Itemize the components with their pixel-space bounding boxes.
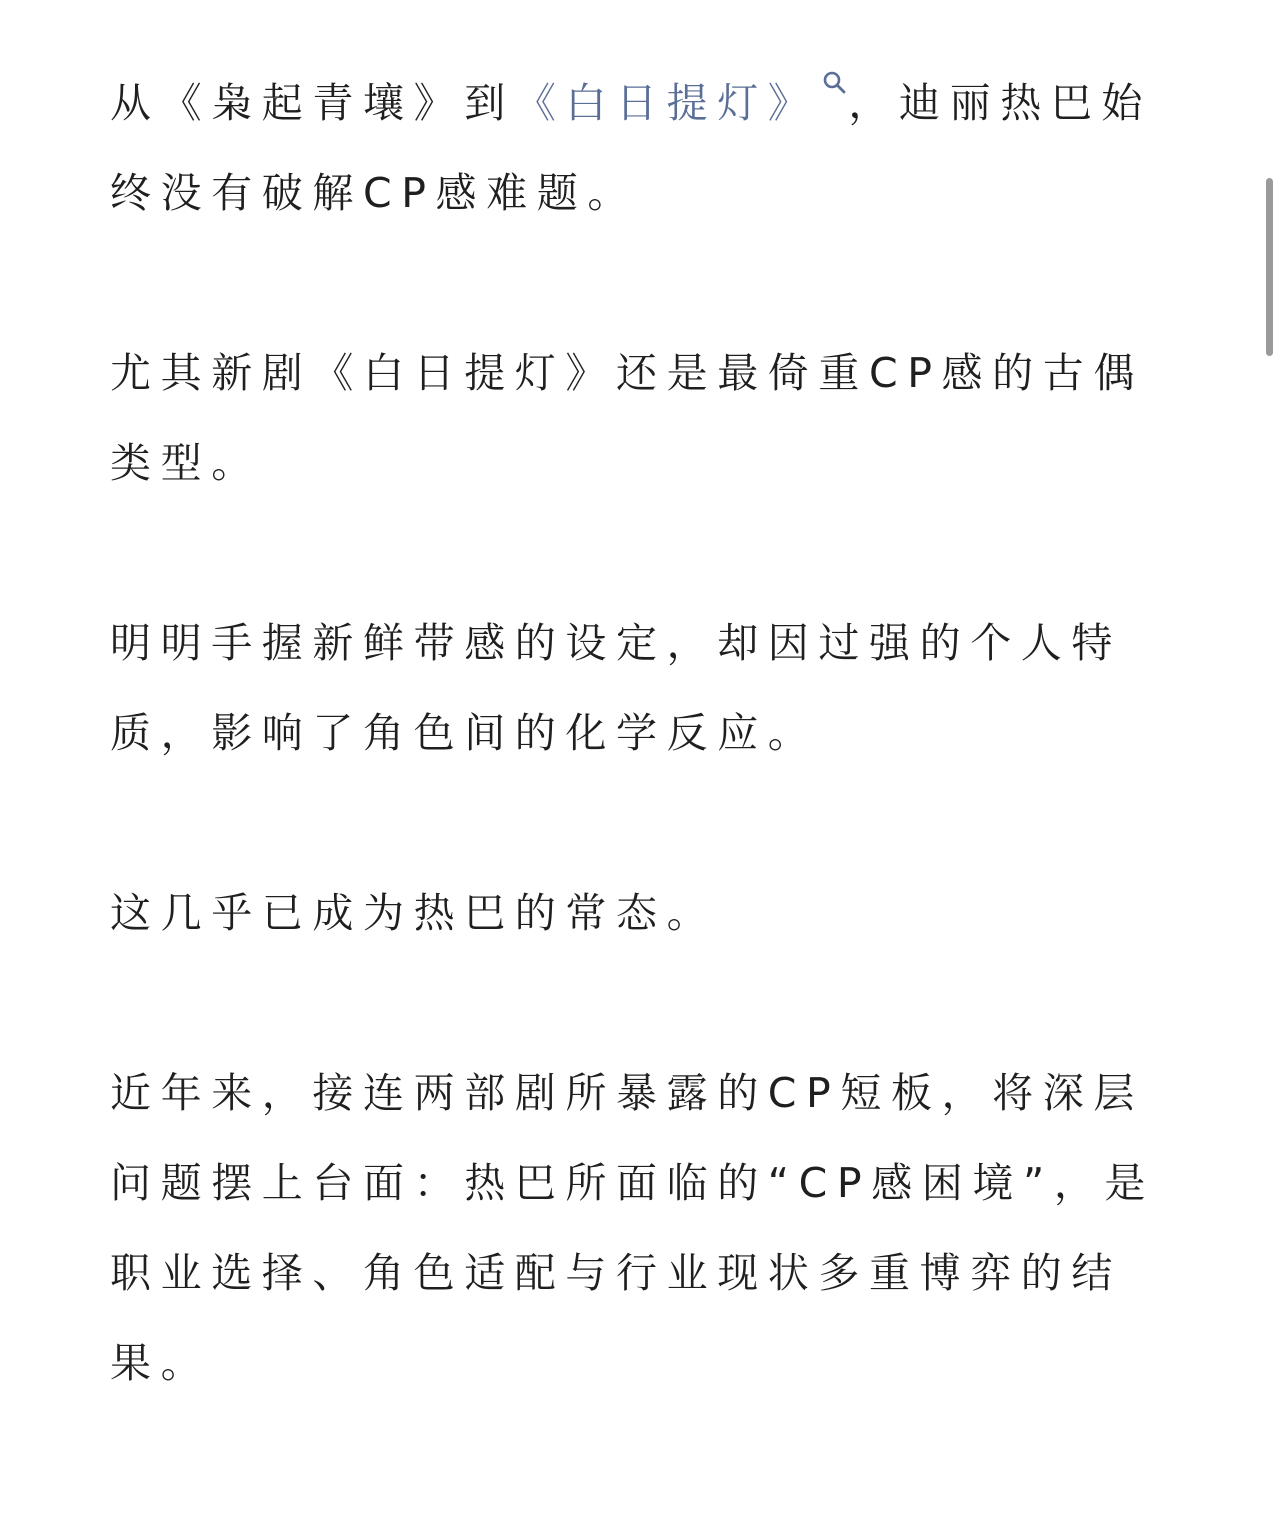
text-line: 明明手握新鲜带感的设定，却因过强的个人特 bbox=[110, 619, 1122, 667]
text-line: 尤其新剧《白日提灯》还是最倚重CP感的古偶 bbox=[110, 349, 1144, 397]
text-line bbox=[110, 58, 1210, 148]
text-line: 类型。 bbox=[110, 439, 262, 487]
search-icon[interactable] bbox=[822, 58, 852, 98]
text-line: 质，影响了角色间的化学反应。 bbox=[110, 709, 819, 757]
paragraph bbox=[110, 328, 1210, 508]
scrollbar[interactable] bbox=[1266, 178, 1273, 356]
paragraph bbox=[110, 1048, 1210, 1408]
text-line: 问题摆上台面：热巴所面临的“CP感困境”，是 bbox=[110, 1159, 1156, 1207]
paragraph bbox=[110, 868, 1210, 958]
paragraph bbox=[110, 598, 1210, 778]
text-line: 终没有破解CP感难题。 bbox=[110, 169, 638, 217]
drama-link[interactable]: 《白日提灯》 bbox=[514, 79, 819, 127]
text: 从《枭起青壤》到 bbox=[110, 79, 515, 127]
text-line: 果。 bbox=[110, 1339, 212, 1387]
text-line: 职业选择、角色适配与行业现状多重博弈的结 bbox=[110, 1249, 1122, 1297]
paragraph bbox=[110, 58, 1210, 238]
text-line: 这几乎已成为热巴的常态。 bbox=[110, 889, 718, 937]
text: ，迪丽热巴始 bbox=[848, 79, 1153, 127]
article-body bbox=[110, 58, 1210, 1498]
text-line: 近年来，接连两部剧所暴露的CP短板，将深层 bbox=[110, 1069, 1144, 1117]
